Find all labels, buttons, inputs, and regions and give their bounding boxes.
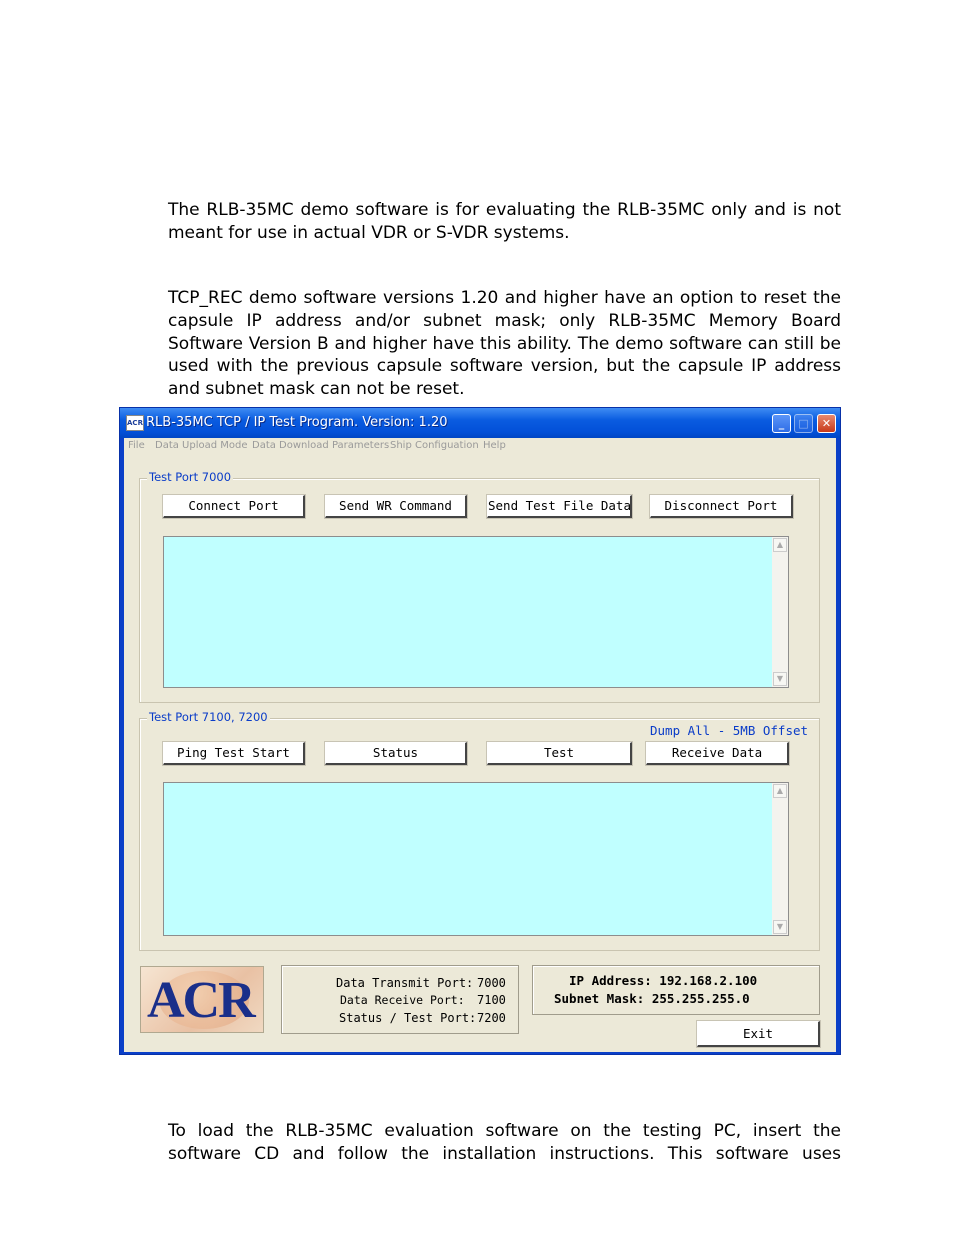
status-test-port-label: Status / Test Port: [339, 1011, 477, 1025]
data-transmit-port-label: Data Transmit Port: [336, 976, 474, 990]
data-receive-port-value: 7100 [477, 993, 506, 1007]
install-paragraph: To load the RLB-35MC evaluation software on the testing PC, insert the software CD and follow the installation instructions. This software uses [168, 1121, 841, 1164]
menu-ship-configuration[interactable]: Ship Configuation [390, 440, 479, 451]
window-client-area [124, 438, 836, 1052]
menu-help[interactable]: Help [483, 440, 506, 451]
receive-data-button[interactable]: Receive Data [646, 742, 789, 765]
subnet-mask-label: Subnet Mask: 255.255.255.0 [554, 991, 750, 1006]
data-receive-port-label: Data Receive Port: [340, 993, 465, 1007]
acr-logo-text: ACR [147, 972, 254, 1029]
test-port-7100-7200-group [139, 710, 820, 951]
intro-paragraph: The RLB-35MC demo software is for evaluating the RLB-35MC only and is not meant for use in actual VDR or S-VDR systems. [168, 200, 841, 243]
connect-port-button[interactable]: Connect Port [163, 495, 305, 518]
scroll-up-icon[interactable]: ▲ [773, 538, 787, 552]
send-wr-command-button[interactable]: Send WR Command [325, 495, 467, 518]
test-port-7100-7200-label: Test Port 7100, 7200 [149, 710, 268, 724]
close-button[interactable]: ✕ [817, 414, 836, 433]
scroll-down-icon[interactable]: ▼ [773, 920, 787, 934]
status-test-port-value: 7200 [477, 1011, 506, 1025]
port-7000-output-textarea[interactable] [163, 536, 789, 688]
menu-data-download-parameters[interactable]: Data Download Parameters [252, 440, 390, 451]
scroll-up-icon[interactable]: ▲ [773, 784, 787, 798]
app-icon: ACR [126, 415, 144, 431]
menu-file[interactable]: File [128, 440, 145, 451]
scroll-down-icon[interactable]: ▼ [773, 672, 787, 686]
exit-button[interactable]: Exit [697, 1021, 820, 1047]
title-bar[interactable] [120, 408, 840, 438]
maximize-button[interactable]: □ [794, 414, 813, 433]
test-button[interactable]: Test [487, 742, 632, 765]
status-button[interactable]: Status [325, 742, 467, 765]
port-7000-scrollbar[interactable] [772, 537, 788, 687]
minimize-button[interactable]: _ [772, 414, 791, 433]
version-note-paragraph: TCP_REC demo software versions 1.20 and higher have an option to reset the capsule IP address and/or subnet mask; only RLB-35MC Memory Board Software Version B and higher have this ability. The demo software can still be used with the previous capsule software version, but the capsule IP address and subnet mask can not be reset. [168, 288, 841, 400]
test-port-7000-label: Test Port 7000 [149, 470, 232, 484]
port-7100-7200-output-textarea[interactable] [163, 782, 789, 936]
ping-test-start-button[interactable]: Ping Test Start [163, 742, 305, 765]
ports-panel [281, 965, 519, 1034]
acr-logo [140, 966, 264, 1033]
window-title: RLB-35MC TCP / IP Test Program. Version: 1.20 [146, 415, 448, 430]
menu-bar [124, 438, 836, 456]
test-port-7000-group [139, 470, 820, 703]
send-test-file-data-button[interactable]: Send Test File Data [487, 495, 632, 518]
data-transmit-port-value: 7000 [477, 976, 506, 990]
ip-address-label: IP Address: 192.168.2.100 [569, 973, 758, 988]
dump-all-offset-label[interactable]: Dump All - 5MB Offset [650, 723, 809, 738]
app-window [119, 407, 841, 1055]
disconnect-port-button[interactable]: Disconnect Port [650, 495, 793, 518]
port-7100-7200-scrollbar[interactable] [772, 783, 788, 935]
menu-data-upload-mode[interactable]: Data Upload Mode [155, 440, 248, 451]
network-panel [532, 965, 820, 1015]
